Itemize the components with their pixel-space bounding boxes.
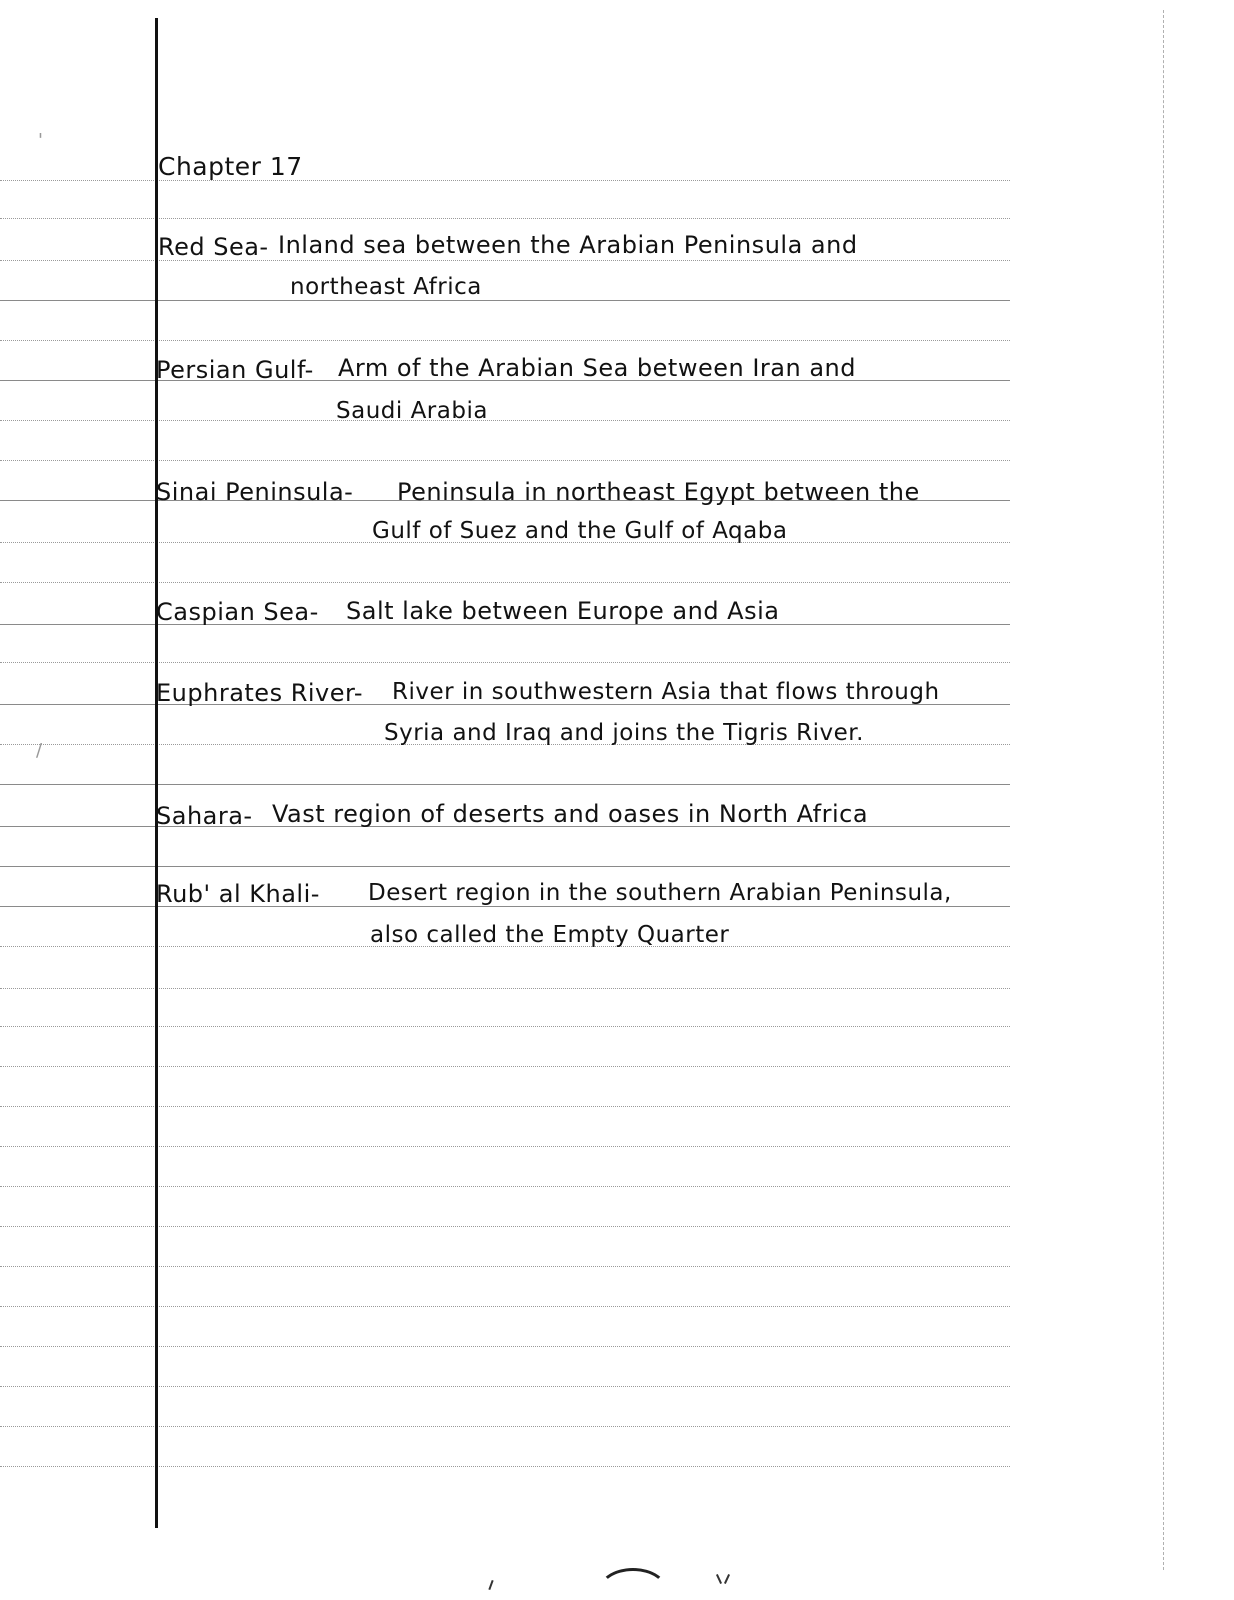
definition-line: Inland sea between the Arabian Peninsula and [278,231,858,259]
ruled-line [0,300,1010,301]
binding-hole-mark [597,1568,669,1600]
term-persian-gulf: Persian Gulf- [156,356,314,384]
ruled-line [0,180,1010,181]
pencil-mark: / [36,740,43,761]
term-caspian-sea: Caspian Sea- [156,598,319,626]
ruled-line [0,784,1010,785]
pencil-mark [488,1580,493,1590]
ruled-line [0,218,1010,219]
definition-line: Saudi Arabia [336,398,488,424]
definition-line: Peninsula in northeast Egypt between the [397,478,920,506]
definition-line: also called the Empty Quarter [370,922,730,948]
term-sinai-peninsula: Sinai Peninsula- [156,478,354,506]
definition-line: northeast Africa [290,274,482,300]
pencil-mark [716,1574,722,1584]
ruled-line [0,1026,1010,1027]
ruled-line [0,1346,1010,1347]
pencil-mark [724,1574,730,1584]
ruled-line [0,340,1010,341]
ruled-line [0,1266,1010,1267]
definition-line: Arm of the Arabian Sea between Iran and [338,354,856,382]
ruled-line [0,1426,1010,1427]
ruled-line [0,1186,1010,1187]
term-red-sea: Red Sea- [158,233,269,261]
definition-line: Vast region of deserts and oases in North Africa [272,800,869,828]
ruled-line [0,1106,1010,1107]
definition-line: Salt lake between Europe and Asia [346,597,780,625]
chapter-heading: Chapter 17 [158,152,303,181]
definition-line: Syria and Iraq and joins the Tigris River. [384,720,864,746]
ruled-line [0,1386,1010,1387]
ruled-line [0,866,1010,867]
page-edge [1163,10,1164,1570]
ruled-line [0,460,1010,461]
definition-line: Gulf of Suez and the Gulf of Aqaba [372,518,788,544]
ruled-line [0,1306,1010,1307]
pencil-mark: ' [38,130,43,151]
ruled-line [0,582,1010,583]
ruled-line [0,260,1010,261]
term-sahara: Sahara- [156,802,253,830]
term-euphrates-river: Euphrates River- [156,679,364,707]
ruled-line [0,420,1010,421]
ruled-line [0,906,1010,907]
ruled-line [0,1226,1010,1227]
ruled-line [0,1066,1010,1067]
ruled-line [0,1466,1010,1467]
ruled-line [0,1146,1010,1147]
definition-line: Desert region in the southern Arabian Peninsula, [368,880,952,906]
term-rub-al-khali: Rub' al Khali- [156,880,320,908]
ruled-line [0,662,1010,663]
ruled-line [0,988,1010,989]
definition-line: River in southwestern Asia that flows through [392,679,940,705]
